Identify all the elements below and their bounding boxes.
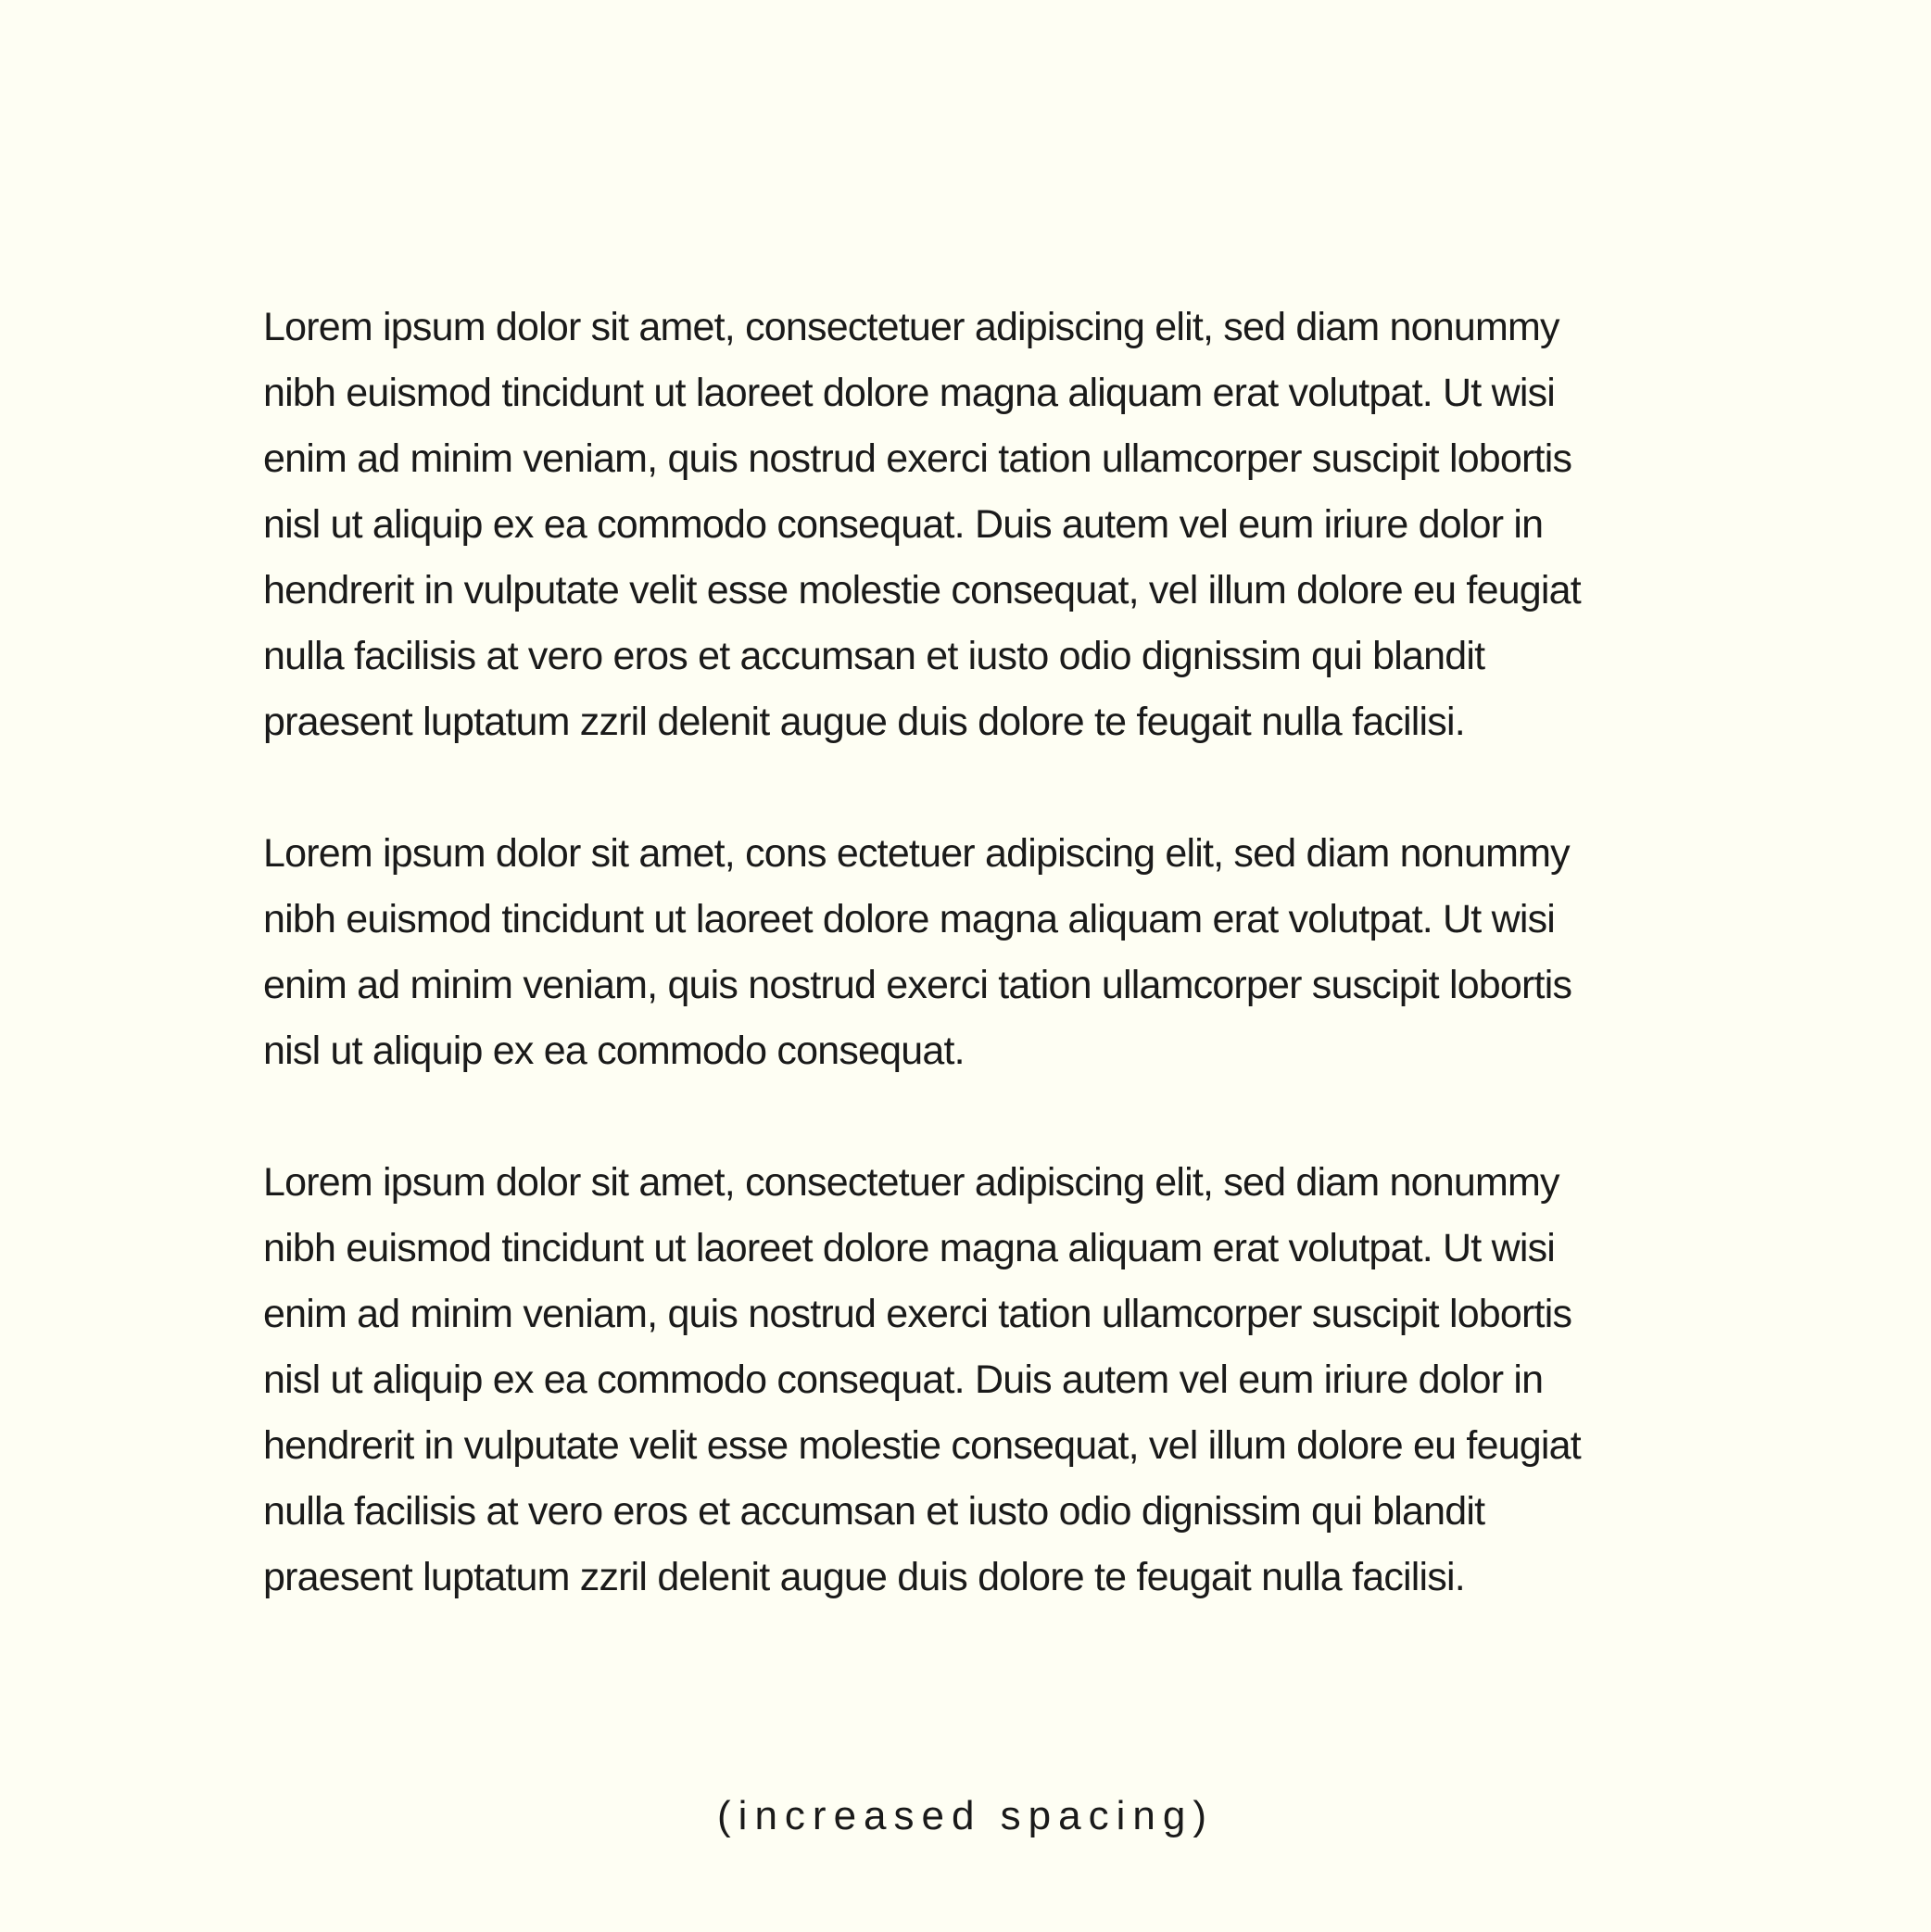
paragraph-3: Lorem ipsum dolor sit amet, consectetuer adipiscing elit, sed diam nonummy nibh euismod tincidunt ut laoreet dolore magna aliquam erat volutpat. Ut wisi enim ad minim veniam, quis nostrud exerci tation ullamcorper suscipit lobortis nisl ut aliquip ex ea commodo consequat. Duis autem vel eum iriure dolor in hendrerit in vulputate velit esse molestie consequat, vel illum dolore eu feugiat nulla facilisis at vero eros et accumsan et iusto odio dignissim qui blandit praesent luptatum zzril delenit augue duis dolore te feugait nulla facilisi. [263, 1160, 1581, 1599]
paragraph-2: Lorem ipsum dolor sit amet, cons ectetuer adipiscing elit, sed diam nonummy nibh euismod tincidunt ut laoreet dolore magna aliquam erat volutpat. Ut wisi enim ad minim veniam, quis nostrud exerci tation ullamcorper suscipit lobortis nisl ut aliquip ex ea commodo consequat. [263, 831, 1572, 1073]
paragraph-1: Lorem ipsum dolor sit amet, consectetuer adipiscing elit, sed diam nonummy nibh euismod tincidunt ut laoreet dolore magna aliquam erat volutpat. Ut wisi enim ad minim veniam, quis nostrud exerci tation ullamcorper suscipit lobortis nisl ut aliquip ex ea commodo consequat. Duis autem vel eum iriure dolor in hendrerit in vulputate velit esse molestie consequat, vel illum dolore eu feugiat nulla facilisis at vero eros et accumsan et iusto odio dignissim qui blandit praesent luptatum zzril delenit augue duis dolore te feugait nulla facilisi. [263, 305, 1581, 744]
body-text [263, 295, 1705, 1610]
caption: (increased spacing) [717, 1793, 1214, 1838]
